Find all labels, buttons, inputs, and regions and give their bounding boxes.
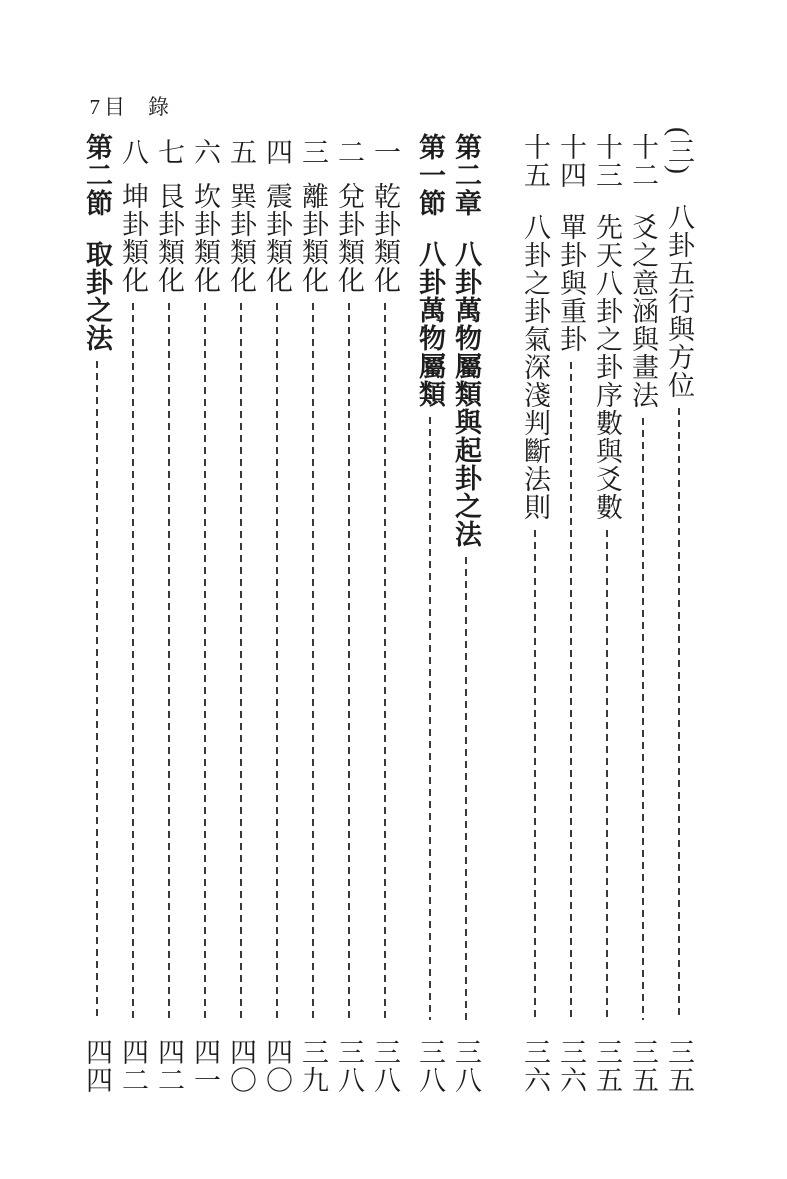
toc-entry-label: 十五 xyxy=(520,133,550,189)
toc-entry xyxy=(451,127,481,1094)
toc-entry-label: 六 xyxy=(190,138,220,166)
toc-entry-label: 一 xyxy=(370,138,400,166)
dashed-leader xyxy=(678,408,680,1020)
toc-entry xyxy=(82,127,112,1094)
dashed-leader xyxy=(384,303,386,1020)
toc-entry xyxy=(592,127,622,1094)
dashed-leader xyxy=(534,530,536,1020)
toc-entry-page-number: 三五 xyxy=(664,1038,694,1094)
toc-entry-label: 五 xyxy=(226,138,256,166)
toc-entry-label: 四 xyxy=(262,138,292,166)
table-of-contents xyxy=(82,127,694,1094)
page-title: 目 錄 xyxy=(104,95,170,119)
toc-entry-label: 二 xyxy=(334,138,364,166)
toc-entry xyxy=(298,127,328,1094)
dashed-leader xyxy=(348,303,350,1020)
toc-entry-page-number: 三六 xyxy=(556,1038,586,1094)
toc-entry xyxy=(415,127,445,1094)
toc-entry-page-number: 三六 xyxy=(520,1038,550,1094)
dashed-leader xyxy=(642,418,644,1020)
toc-entry-label: 三 xyxy=(298,138,328,166)
toc-entry xyxy=(118,127,148,1094)
toc-entry-title: 取卦之法 xyxy=(82,240,112,352)
toc-entry-label: 八 xyxy=(118,138,148,166)
page-header xyxy=(77,66,170,121)
toc-entry xyxy=(334,127,364,1094)
toc-entry-page-number: 四四 xyxy=(82,1038,112,1094)
toc-entry-page-number: 三八 xyxy=(370,1038,400,1094)
toc-entry-page-number: 三五 xyxy=(628,1038,658,1094)
toc-entry-page-number: 三八 xyxy=(451,1038,481,1094)
dashed-leader xyxy=(132,303,134,1020)
toc-entry-title: 離卦類化 xyxy=(298,182,328,294)
toc-entry xyxy=(556,127,586,1094)
dashed-leader xyxy=(465,557,467,1020)
toc-entry-title: 爻之意涵與畫法 xyxy=(628,213,658,409)
toc-entry xyxy=(664,127,694,1094)
toc-entry-label: 十三 xyxy=(592,133,622,189)
toc-entry-label: 第一節 xyxy=(415,133,445,217)
toc-entry xyxy=(154,127,184,1094)
toc-entry-label: 七 xyxy=(154,138,184,166)
toc-entry-page-number: 四〇 xyxy=(226,1038,256,1094)
toc-entry-label: 第二章 xyxy=(451,133,481,217)
dashed-leader xyxy=(96,361,98,1020)
toc-entry-title: 八卦萬物屬類與起卦之法 xyxy=(451,240,481,548)
page-number: 7 xyxy=(89,95,101,119)
toc-entry xyxy=(226,127,256,1094)
toc-entry-page-number: 四〇 xyxy=(262,1038,292,1094)
toc-entry-page-number: 三五 xyxy=(592,1038,622,1094)
toc-entry xyxy=(370,127,400,1094)
toc-entry xyxy=(190,127,220,1094)
toc-entry-title: 坤卦類化 xyxy=(118,182,148,294)
toc-entry-title: 坎卦類化 xyxy=(190,182,220,294)
toc-entry-title: 兌卦類化 xyxy=(334,182,364,294)
toc-entry-page-number: 四二 xyxy=(154,1038,184,1094)
toc-entry xyxy=(520,127,550,1094)
toc-entry-title: 先天八卦之卦序數與爻數 xyxy=(592,213,622,521)
dashed-leader xyxy=(204,303,206,1020)
toc-entry-title: 八卦萬物屬類 xyxy=(415,240,445,408)
toc-entry-label: (三) xyxy=(664,127,694,175)
toc-entry-label: 十四 xyxy=(556,133,586,189)
toc-entry-title: 單卦與重卦 xyxy=(556,213,586,353)
toc-entry-title: 八卦五行與方位 xyxy=(664,203,694,399)
toc-entry-page-number: 四二 xyxy=(118,1038,148,1094)
toc-entry-title: 八卦之卦氣深淺判斷法則 xyxy=(520,213,550,521)
toc-entry-page-number: 三八 xyxy=(415,1038,445,1094)
dashed-leader xyxy=(570,362,572,1020)
toc-entry xyxy=(628,127,658,1094)
toc-entry-title: 巽卦類化 xyxy=(226,182,256,294)
toc-entry-title: 震卦類化 xyxy=(262,182,292,294)
toc-entry-label: 十二 xyxy=(628,133,658,189)
dashed-leader xyxy=(240,303,242,1020)
toc-entry xyxy=(262,127,292,1094)
toc-entry-title: 艮卦類化 xyxy=(154,182,184,294)
toc-entry-label: 第二節 xyxy=(82,133,112,217)
dashed-leader xyxy=(606,530,608,1020)
toc-entry-page-number: 三八 xyxy=(334,1038,364,1094)
dashed-leader xyxy=(168,303,170,1020)
dashed-leader xyxy=(276,303,278,1020)
toc-entry-title: 乾卦類化 xyxy=(370,182,400,294)
toc-entry-page-number: 四一 xyxy=(190,1038,220,1094)
toc-entry-page-number: 三九 xyxy=(298,1038,328,1094)
dashed-leader xyxy=(312,303,314,1020)
dashed-leader xyxy=(429,417,431,1020)
